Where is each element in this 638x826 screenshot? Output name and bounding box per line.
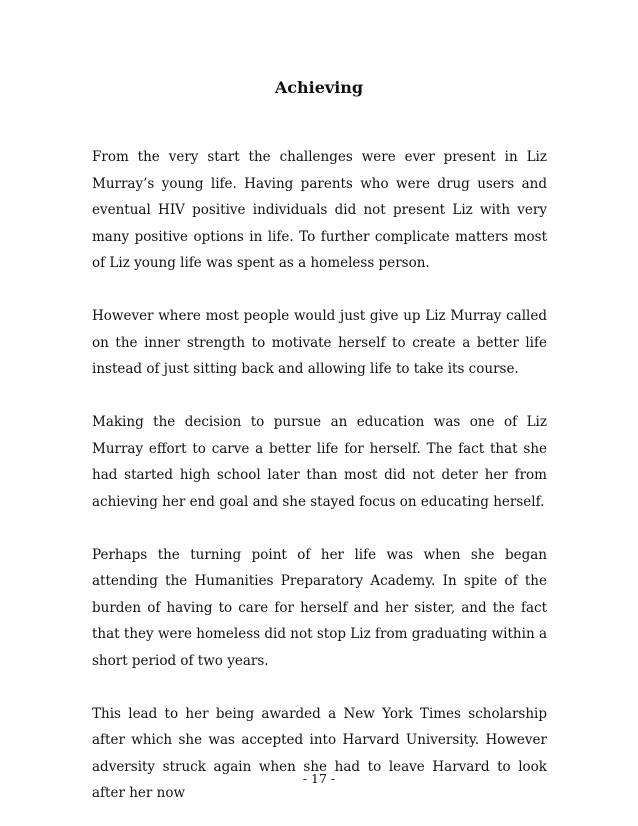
paragraph: However where most people would just give up Liz Murray called on the inner strength to motivate herself to create a better life instead of just sitting back and allowing life to take its course. xyxy=(92,308,547,377)
body-text xyxy=(92,144,547,807)
paragraph: From the very start the challenges were ever present in Liz Murray’s young life. Having parents who were drug users and eventual HIV positive individuals did not present Liz with very many positive options in life. To further complicate matters most of Liz young life was spent as a homeless person. xyxy=(92,149,547,271)
paragraph: This lead to her being awarded a New York Times scholarship after which she was accepted into Harvard University. However adversity struck again when she had to leave Harvard to look after her now xyxy=(92,705,547,801)
page-number: - 17 - xyxy=(302,771,336,786)
page-title: Achieving xyxy=(274,78,364,97)
paragraph: Making the decision to pursue an education was one of Liz Murray effort to carve a better life for herself. The fact that she had started high school later than most did not deter her from achieving her end goal and she stayed focus on educating herself. xyxy=(92,414,547,510)
paragraph: Perhaps the turning point of her life was when she began attending the Humanities Preparatory Academy. In spite of the burden of having to care for herself and her sister, and the fact that they were homeless did not stop Liz from graduating within a short period of two years. xyxy=(92,546,547,669)
